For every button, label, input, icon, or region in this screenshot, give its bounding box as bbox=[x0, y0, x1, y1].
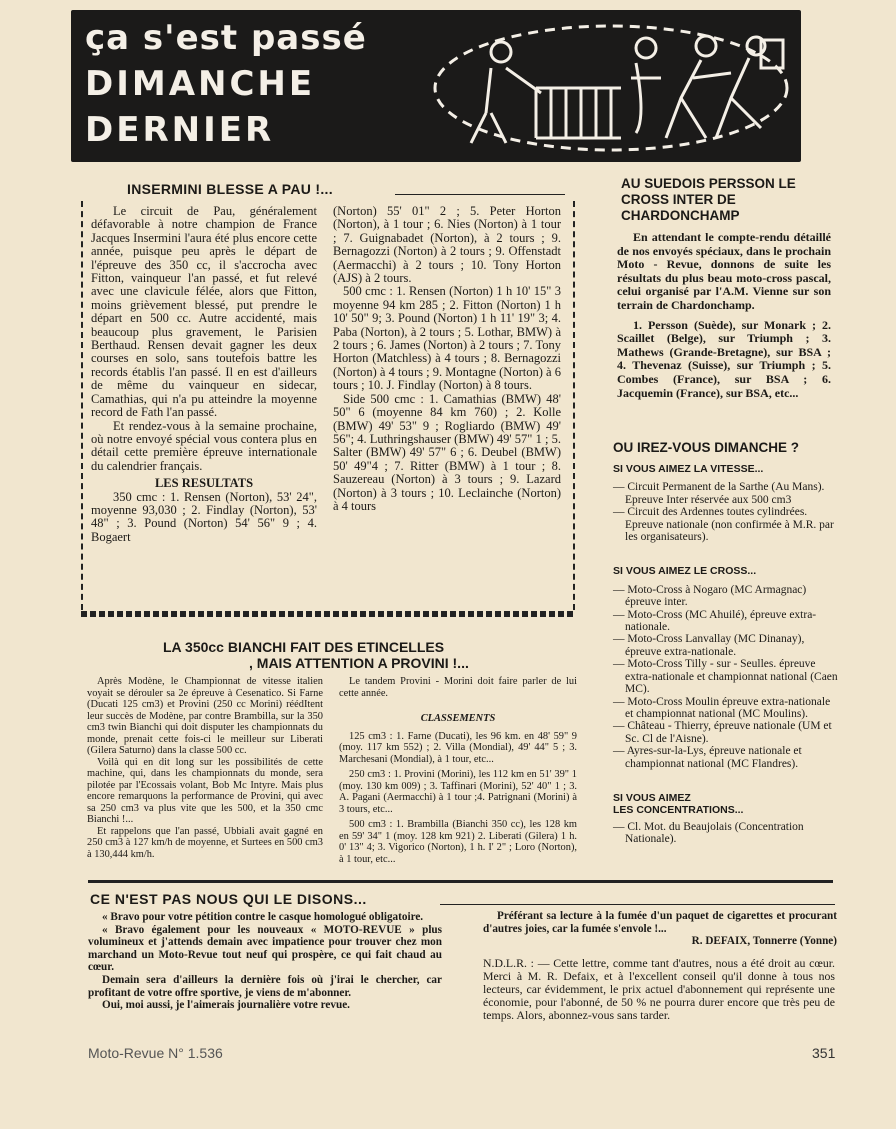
list-item: — Cl. Mot. du Beaujolais (Concentration Nationale). bbox=[613, 820, 804, 846]
cross-list bbox=[613, 584, 838, 770]
persson-results: 1. Persson (Suède), sur Monark ; 2. Scaillet (Belge), sur Triumph ; 3. Mathews (Grande-Bretagne), sur BSA ; 4. Thevenaz (Suisse), sur Triumph ; 5. Combes (France), sur BSA ; 6. Jacquemin (France), sur BSA, etc... bbox=[617, 317, 831, 400]
list-item: — Moto-Cross à Nogaro (MC Armagnac) épreuve inter. bbox=[613, 583, 807, 609]
insermini-title: INSERMINI BLESSE A PAU !... bbox=[127, 181, 333, 197]
conc-list bbox=[613, 821, 838, 846]
results-500: 500 cmc : 1. Rensen (Norton) 1 h 10' 15" 3 moyenne 94 km 285 ; 2. Fitton (Norton) 1 h 10' 50" 9; 3. Pound (Norton) 1 h 11' 19" 3; 4. Paba (Norton), à 2 tours ; 5. Lothar, BMW) à 2 tours ; 6. James (Norton) à 2 tours ; 7. Tony Horton (Matchless) à 4 tours ; 8. Bernagozzi (Norton) à 4 tours ; 9. Montagne (Norton) à 6 tours ; 10. J. Findlay (Norton) à 8 tours. bbox=[333, 284, 561, 393]
vitesse-title: SI VOUS AIMEZ LA VITESSE... bbox=[613, 463, 764, 475]
divider bbox=[395, 194, 565, 195]
banner-line3: DERNIER bbox=[85, 110, 275, 150]
conc-title: SI VOUS AIMEZ bbox=[613, 791, 691, 804]
persson-title: AU SUEDOIS PERSSON LE CROSS INTER DE CHARDONCHAMP bbox=[621, 176, 796, 223]
page-number: 351 bbox=[812, 1045, 836, 1061]
letter-p1: « Bravo pour votre pétition contre le casque homologué obligatoire. bbox=[102, 911, 424, 923]
bianchi-title-1: LA 350cc BIANCHI FAIT DES ETINCELLES bbox=[163, 639, 445, 655]
letter-right bbox=[483, 910, 837, 948]
class-125: 125 cm3 : 1. Farne (Ducati), les 96 km. en 48' 59" 9 (moy. 117 km 552) ; 2. Villa (Mondial), 49' 44" 5 ; 3. Marchesani (Mondial), à 1 tour, etc... bbox=[339, 730, 577, 765]
letter-p2: « Bravo également pour les nouveaux « MOTO-REVUE » plus volumineux et j'attends demain avec impatience pour trouver chez mon marchand un Moto-Revue tout neuf qui prospère, ce qui fait chaud au cœur. bbox=[88, 923, 442, 974]
bianchi-body-3: Et rappelons que l'an passé, Ubbiali avait gagné en 250 cm3 à 127 km/h de moyenne, et Surtees en 500 cm3 à 130,444 km/h. bbox=[87, 825, 323, 860]
conc-title-2: LES CONCENTRATIONS... bbox=[613, 804, 744, 817]
results-side: Side 500 cmc : 1. Camathias (BMW) 48' 50" 6 (moyenne 84 km 760) ; 2. Kolle (BMW) 49' 53" 9 ; Rogliardo (BMW) 49' 56"; 4. Luthringshauser (BMW) 49' 57" 1 ; 5. Salter (BMW) 49' 57" 6 ; 6. Deubel (BMW) 50' 49"4 ; 7. Ritter (BMW) à 1 tour ; 8. Sauzereau (Norton) à 3 tours ; 9. Lazard (Norton) à 3 tours ; 10. Leclainche (Norton) à 4 tours bbox=[333, 391, 561, 513]
banner-line1: ça s'est passé bbox=[85, 18, 367, 58]
letter-p3: Demain sera d'ailleurs la dernière fois où j'irai le chercher, car profitant de votre offre sportive, je viens de m'abonner. bbox=[88, 973, 442, 999]
bianchi-tandem: Le tandem Provini - Morini doit faire parler de lui cette année. bbox=[339, 676, 577, 699]
irez-body bbox=[613, 463, 838, 846]
results-350-cont: (Norton) 55' 01" 2 ; 5. Peter Horton (Norton), à 1 tour ; 6. Nies (Norton) à 1 tour ; 7. Guignabadet (Norton), à 2 tours ; 9. Bernagozzi (Norton) à 2 tours ; 9. Offenstadt (Aermacchi) à 2 tours ; 10. Tony Horton (AJS) à 2 tours. bbox=[333, 204, 561, 286]
divider-wavy bbox=[81, 611, 573, 617]
bianchi-body: Après Modène, le Championnat de vitesse italien voyait se dérouler sa 2e épreuve à Cesenatico. Si Farne (Ducati 125 cm3) et Provini (250 cc Morini) réédItent leur succès de Modène, par contre Brambilla, sur la 350 cm3 twin Bianchi qui doit disputer les championnats du monde, prenait cette fois-ci le meilleur sur Liberati (Gilera Saturno) dans la classe 500 cc. bbox=[87, 676, 323, 756]
ndlr: N.D.L.R. : — Cette lettre, comme tant d'autres, nous a été droit au cœur. Merci à M. R. Defaix, et à l'excellent conseil qu'il donne à tous nos lecteurs, car évidemment, le prix actuel d'abonnement qui représente une économie, pour l'abonné, de 50 % ne pourra durer encore que très peu de temps. Alors, abonnez-vous sans tarder. bbox=[483, 956, 835, 1022]
list-item: — Moto-Cross Tilly - sur - Seulles. épreuve extra-nationale et championnat national (Caen MC). bbox=[613, 658, 838, 696]
letter-p4: Oui, moi aussi, je l'aimerais journalière votre revue. bbox=[102, 999, 350, 1012]
insermini-col2 bbox=[333, 205, 561, 513]
divider bbox=[440, 904, 835, 905]
bianchi-col1 bbox=[87, 676, 323, 860]
footer-issue: Moto-Revue N° 1.536 bbox=[88, 1045, 223, 1061]
bianchi-body-2: Voilà qui en dit long sur les possibilités de cette machine, qui, dans les championnats du monde, sera pilotée par l'Ecossais volant, Bob Mc Intyre. Mais plus encore remarquons la performance de Provini, qui avec sa 250 cm3 va plus vite que les 500, et la 350 cmc Bianchi !... bbox=[87, 756, 323, 825]
class-250: 250 cm3 : 1. Provini (Morini), les 112 km en 51' 39" 1 (moy. 130 km 009) ; 3. Taffinari (Morini), 52' 40" 1 ; 3. A. Pagani (Aermacchi) à 1 tour ;4. Patrignani (Morini) à 3 tours, etc... bbox=[339, 769, 577, 815]
insermini-body: Le circuit de Pau, généralement défavorable à notre champion de France Jacques Insermini l'aura été plus encore cette année, puisque peu après le départ de l'épreuve des 350 cc, il s'accrocha avec Fitton, vainqueur l'an passé, et fut relevé avec une clavicule félée, alors que Fitton, moins grièvement blessé, put prendre le départ en 500 cc. Autre accidenté, mais beaucoup plus gravement, le Parisien Berthaud. Rensen devait gagner les deux courses en solo, sans toutefois battre les records établis l'an passé. Il en est d'ailleurs de même du vainqueur en sidecar, Camathias, qui n'a pu atteindre la moyenne record de Fath l'an passé. bbox=[91, 204, 317, 420]
persson-intro: En attendant le compte-rendu détaillé de nos envoyés spéciaux, dans le prochain Moto - Revue, donnons de suite les résultats du plus beau moto-cross pascal, celui organisé par l'A.M. Vienne sur son terrain de Chardonchamp. bbox=[617, 230, 831, 312]
results-title: LES RESULTATS bbox=[154, 476, 254, 491]
letter-body bbox=[88, 911, 442, 1012]
list-item: — Circuit des Ardennes toutes cylindrées. Epreuve nationale (non confirmée à M.R. par les organisateurs). bbox=[613, 506, 834, 544]
vitesse-list bbox=[613, 481, 838, 543]
list-item: — Ayres-sur-la-Lys, épreuve nationale et championnat national (MC Flandres). bbox=[613, 745, 802, 770]
irez-title: OU IREZ-VOUS DIMANCHE ? bbox=[613, 440, 800, 455]
classements-title: CLASSEMENTS bbox=[420, 713, 496, 724]
divider bbox=[88, 880, 833, 883]
letter-r1: Préférant sa lecture à la fumée d'un paquet de cigarettes et procurant d'autres joies, car la fumée s'envole !... bbox=[483, 910, 837, 935]
insermini-body-2: Et rendez-vous à la semaine prochaine, où notre envoyé spécial vous contera plus en détail cette première épreuve internationale du calendrier français. bbox=[91, 418, 317, 473]
persson-body bbox=[617, 231, 831, 400]
bianchi-col2 bbox=[339, 676, 577, 865]
class-500: 500 cm3 : 1. Brambilla (Bianchi 350 cc), les 128 km en 59' 34" 1 (moy. 128 km 921) 2. Liberati (Gilera) 1 h. 0' 13" 4; 3. Vigorico (Norton), 1 h. I' 2" ; Loro (Norton), à 1 tour, etc... bbox=[339, 819, 577, 865]
letter-signature: R. DEFAIX, Tonnerre (Yonne) bbox=[691, 935, 837, 948]
list-item: — Moto-Cross (MC Ahuilé), épreuve extra-nationale. bbox=[613, 608, 817, 634]
list-item: — Château - Thierry, épreuve nationale (UM et Sc. Cl de l'Aisne). bbox=[613, 720, 832, 745]
results-350: 350 cmc : 1. Rensen (Norton), 53' 24", moyenne 93,030 ; 2. Findlay (Norton), 53' 48" ; 3. Pound (Norton) 54' 56" 9 ; 4. Bogaert bbox=[91, 489, 317, 544]
list-item: — Moto-Cross Moulin épreuve extra-nationale et championnat national (MC Moulins). bbox=[613, 695, 831, 720]
list-item: — Moto-Cross Lanvallay (MC Dinanay), épreuve extra-nationale. bbox=[613, 633, 805, 658]
list-item: — Circuit Permanent de la Sarthe (Au Mans). Epreuve Inter réservée aux 500 cm3 bbox=[613, 481, 825, 506]
header-banner bbox=[71, 10, 801, 162]
cross-title: SI VOUS AIMEZ LE CROSS... bbox=[613, 565, 757, 578]
cartoon-illustration bbox=[431, 18, 796, 158]
bianchi-title-2: , MAIS ATTENTION A PROVINI !... bbox=[249, 655, 469, 671]
banner-line2: DIMANCHE bbox=[85, 64, 316, 104]
insermini-col1 bbox=[91, 205, 317, 544]
letters-title: CE N'EST PAS NOUS QUI LE DISONS... bbox=[90, 891, 367, 907]
